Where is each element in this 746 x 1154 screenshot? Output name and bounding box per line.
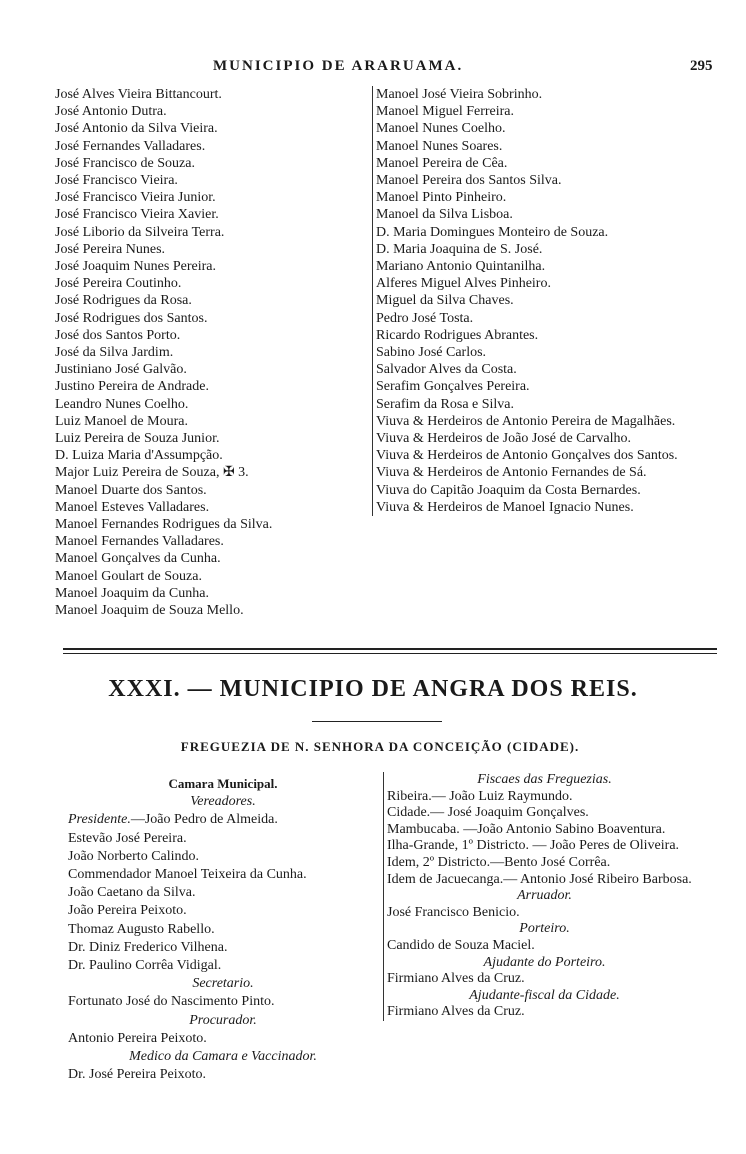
list-entry: Manoel Esteves Valladares. <box>55 499 210 515</box>
list-entry: Mariano Antonio Quintanilha. <box>376 259 546 275</box>
upper-right-column <box>372 86 724 516</box>
list-entry: Cidade.— José Joaquim Gonçalves. <box>387 805 589 821</box>
list-entry: Miguel da Silva Chaves. <box>376 293 514 309</box>
list-entry: Luiz Pereira de Souza Junior. <box>55 431 220 447</box>
section-title: XXXI. — MUNICIPIO DE ANGRA DOS REIS. <box>108 676 638 702</box>
list-entry: Manoel José Vieira Sobrinho. <box>376 87 543 102</box>
list-entry: Manoel Miguel Ferreira. <box>376 104 515 120</box>
list-entry: José Liborio da Silveira Terra. <box>55 224 225 240</box>
list-entry: Viuva & Herdeiros de Antonio Gonçalves dos Santos. <box>376 448 678 464</box>
list-entry: D. Maria Joaquina de S. José. <box>376 241 543 257</box>
medico-heading: Medico da Camara e Vaccinador. <box>129 1049 317 1065</box>
ajudante-porteiro-heading: Ajudante do Porteiro. <box>483 954 606 970</box>
ajudante-fiscal-entry: Firmiano Alves da Cruz. <box>387 1004 525 1020</box>
list-entry: Viuva do Capitão Joaquim da Costa Bernardes. <box>376 482 641 498</box>
section-subtitle: FREGUEZIA DE N. SENHORA DA CONCEIÇÃO (CIDADE). <box>180 739 580 754</box>
list-entry: José Alves Vieira Bittancourt. <box>55 87 222 102</box>
list-entry: Ilha-Grande, 1º Districto. — João Peres de Oliveira. <box>387 838 680 854</box>
list-entry: José Francisco Vieira Xavier. <box>55 207 219 223</box>
lower-left-column <box>68 775 378 1084</box>
list-entry: Leandro Nunes Coelho. <box>55 396 189 412</box>
list-entry: Viuva & Herdeiros de Antonio Fernandes de Sá. <box>376 465 647 481</box>
list-entry: Manoel Pinto Pinheiro. <box>376 190 507 206</box>
fiscaes-list <box>387 789 702 889</box>
list-entry: Manoel Pereira dos Santos Silva. <box>376 173 562 189</box>
list-entry: Manoel Nunes Coelho. <box>376 121 506 137</box>
list-entry: Justino Pereira de Andrade. <box>55 379 209 395</box>
list-entry: João Caetano da Silva. <box>68 885 196 901</box>
medico-entry: Dr. José Pereira Peixoto. <box>68 1067 207 1083</box>
list-entry: Viuva & Herdeiros de Antonio Pereira de Magalhães. <box>376 413 676 429</box>
list-entry: José Pereira Coutinho. <box>55 276 182 292</box>
list-entry: José Pereira Nunes. <box>55 241 166 257</box>
list-entry: Sabino José Carlos. <box>376 345 487 361</box>
list-entry: Dr. Paulino Corrêa Vidigal. <box>68 958 222 974</box>
list-entry: Alferes Miguel Alves Pinheiro. <box>376 276 551 292</box>
running-header-title: MUNICIPIO DE ARARUAMA. <box>213 58 464 74</box>
list-entry: Manoel Joaquim de Souza Mello. <box>55 603 244 619</box>
list-entry: José Joaquim Nunes Pereira. <box>55 259 216 275</box>
list-entry: Viuva & Herdeiros de Manoel Ignacio Nunes. <box>376 499 634 515</box>
list-entry: Pedro José Tosta. <box>376 310 474 326</box>
list-entry: D. Luiza Maria d'Assumpção. <box>55 448 223 464</box>
list-entry: Dr. Diniz Frederico Vilhena. <box>68 939 228 955</box>
ajudante-fiscal-heading: Ajudante-fiscal da Cidade. <box>469 987 620 1003</box>
list-entry: Thomaz Augusto Rabello. <box>68 921 215 937</box>
list-entry: Manoel Fernandes Valladares. <box>55 534 224 550</box>
double-rule-divider <box>63 648 717 654</box>
lower-right-column <box>383 772 702 1021</box>
vereadores-heading: Vereadores. <box>190 794 256 810</box>
list-entry: Idem, 2º Districto.—Bento José Corrêa. <box>387 854 611 870</box>
list-entry: Commendador Manoel Teixeira da Cunha. <box>68 867 307 883</box>
list-entry: Salvador Alves da Costa. <box>376 362 517 378</box>
list-entry: Major Luiz Pereira de Souza, ✠ 3. <box>55 465 249 481</box>
presidente-entry <box>68 811 378 829</box>
upper-left-column <box>55 86 355 619</box>
list-entry: José dos Santos Porto. <box>55 327 181 343</box>
procurador-heading: Procurador. <box>189 1012 257 1028</box>
vereadores-list <box>68 830 378 976</box>
list-entry: Estevão José Pereira. <box>68 830 187 846</box>
list-entry: João Norberto Calindo. <box>68 848 200 864</box>
list-entry: Serafim Gonçalves Pereira. <box>376 379 530 395</box>
list-entry: Ribeira.— João Luiz Raymundo. <box>387 788 573 804</box>
list-entry: José Francisco Vieira. <box>55 173 178 189</box>
list-entry: Manoel Fernandes Rodrigues da Silva. <box>55 517 273 533</box>
list-entry: João Pereira Peixoto. <box>68 903 187 919</box>
fiscaes-heading: Fiscaes das Freguezias. <box>477 772 612 787</box>
list-entry: José Francisco Vieira Junior. <box>55 190 216 206</box>
list-entry: Manoel Gonçalves da Cunha. <box>55 551 221 567</box>
arruador-entry: José Francisco Benicio. <box>387 904 520 920</box>
list-entry: Luiz Manoel de Moura. <box>55 413 188 429</box>
secretario-entry: Fortunato José do Nascimento Pinto. <box>68 994 275 1010</box>
secretario-heading: Secretario. <box>192 976 254 992</box>
presidente-label: Presidente. <box>68 812 131 828</box>
list-entry: José Antonio da Silva Vieira. <box>55 121 218 137</box>
list-entry: Viuva & Herdeiros de João José de Carvalho. <box>376 431 631 447</box>
list-entry: José Antonio Dutra. <box>55 104 167 120</box>
list-entry: José Fernandes Valladares. <box>55 138 206 154</box>
list-entry: José Rodrigues da Rosa. <box>55 293 192 309</box>
list-entry: José Rodrigues dos Santos. <box>55 310 208 326</box>
list-entry: D. Maria Domingues Monteiro de Souza. <box>376 224 609 240</box>
list-entry: Ricardo Rodrigues Abrantes. <box>376 327 539 343</box>
list-entry: Justiniano José Galvão. <box>55 362 187 378</box>
list-entry: Manoel da Silva Lisboa. <box>376 207 513 223</box>
list-entry: Manoel Pereira de Cêa. <box>376 155 508 171</box>
running-header <box>0 58 746 78</box>
camara-heading: Camara Municipal. <box>168 776 278 791</box>
porteiro-heading: Porteiro. <box>519 921 570 937</box>
ajudante-porteiro-entry: Firmiano Alves da Cruz. <box>387 971 525 987</box>
list-entry: José Francisco de Souza. <box>55 155 195 171</box>
page-number: 295 <box>690 58 713 74</box>
short-rule-divider <box>312 721 442 722</box>
presidente-name: —João Pedro de Almeida. <box>130 812 278 828</box>
list-entry: Manoel Goulart de Souza. <box>55 568 202 584</box>
arruador-heading: Arruador. <box>517 888 572 904</box>
procurador-entry: Antonio Pereira Peixoto. <box>68 1030 207 1046</box>
list-entry: José da Silva Jardim. <box>55 345 174 361</box>
list-entry: Idem de Jacuecanga.— Antonio José Ribeiro Barbosa. <box>387 871 692 887</box>
list-entry: Mambucaba. —João Antonio Sabino Boaventura. <box>387 821 666 837</box>
list-entry: Manoel Joaquim da Cunha. <box>55 585 209 601</box>
list-entry: Manoel Duarte dos Santos. <box>55 482 207 498</box>
porteiro-entry: Candido de Souza Maciel. <box>387 937 535 953</box>
list-entry: Serafim da Rosa e Silva. <box>376 396 515 412</box>
list-entry: Manoel Nunes Soares. <box>376 138 503 154</box>
